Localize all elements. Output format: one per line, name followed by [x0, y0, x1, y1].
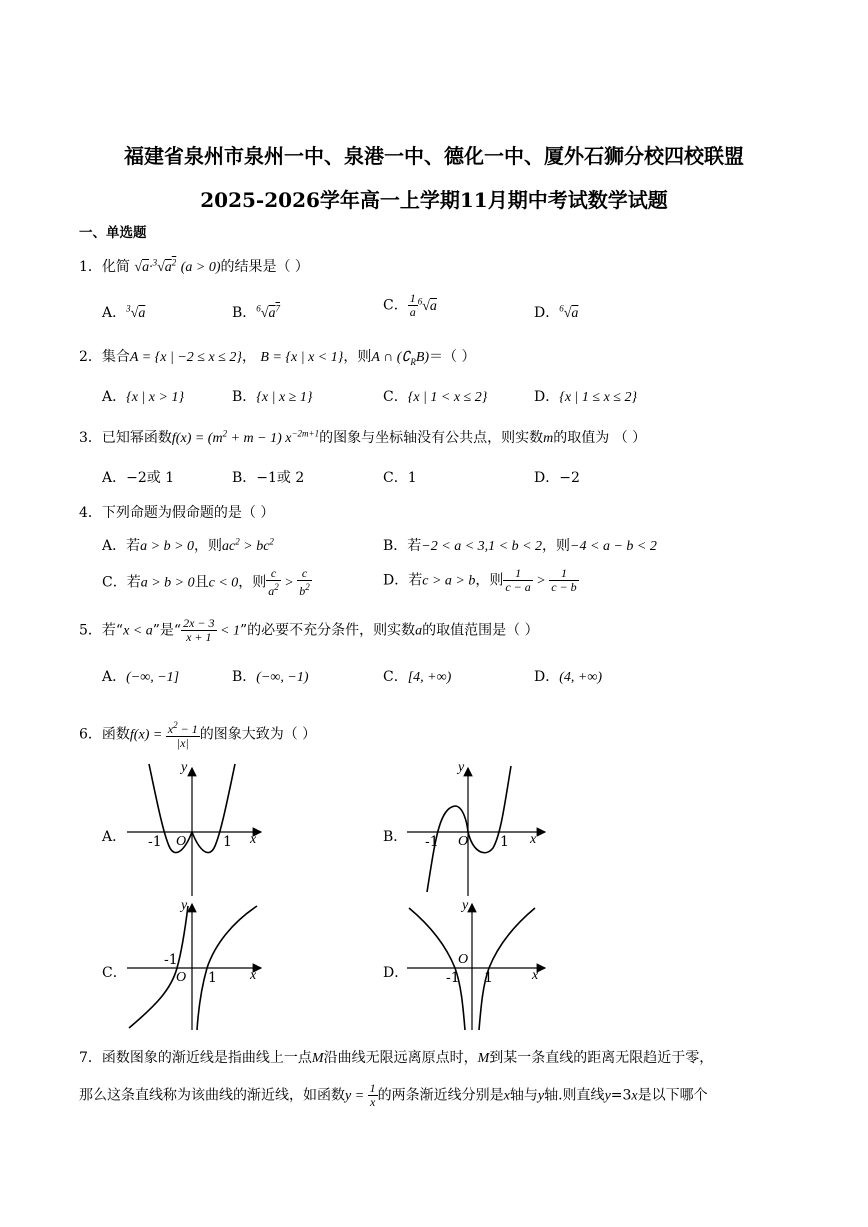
q1-option-b: B．$^6√a^7$: [232, 303, 280, 321]
q6-graph-c: [125, 900, 265, 1032]
q1-option-d: D．$^6$√a: [534, 303, 579, 321]
question-4: 4．下列命题为假命题的是（ ）: [79, 505, 275, 521]
q4-option-d: D．若c > a > b，则 $\frac{1}{c - a}$ > $\frac{1}{c - b}$: [383, 566, 577, 594]
q3-option-c: C．1: [383, 470, 417, 486]
question-5: 5．若“x < a”是“ $\frac{2x - 3}{x + 1}$ < 1”的必要不充分条件，则实数a的取值范围是（ ）: [79, 616, 539, 644]
q4-option-a: A．若a > b > 0，则$ac^2 > bc^2$: [102, 536, 274, 554]
q6-a-origin: O: [176, 834, 187, 849]
q6-c-x-label: x: [250, 968, 257, 983]
q5-option-d: D．(4, +∞): [534, 669, 602, 685]
q6-d-y-label: y: [462, 898, 469, 913]
q6-a-neg-one: -1: [148, 834, 162, 850]
q6-graph-a: [125, 762, 265, 898]
q2-option-c: C．{x | 1 < x ≤ 2}: [383, 389, 488, 405]
q2-option-b: B．{x | x ≥ 1}: [232, 389, 313, 405]
question-2: 2．集合A = {x | −2 ≤ x ≤ 2}， B = {x | x < 1}，则A ∩ $(∁_RB)=$（ ）: [79, 349, 476, 367]
q6-d-x-label: x: [532, 968, 539, 983]
q5-option-c: C．[4, +∞): [383, 669, 452, 685]
q6-b-one: 1: [500, 834, 509, 850]
q3-option-a: A．−2或 1: [102, 470, 175, 486]
question-7-line-1: 7．函数图象的渐近线是指曲线上一点M沿曲线无限远离原点时，M到某一条直线的距离无限趋近于零，: [79, 1050, 714, 1066]
q6-a-one: 1: [223, 834, 232, 850]
q3-option-b: B．−1或 2: [232, 470, 305, 486]
q6-c-y-label: y: [181, 898, 188, 913]
q6-b-x-label: x: [530, 832, 537, 847]
q6-b-neg-one: -1: [425, 834, 439, 850]
q6-d-neg-one: -1: [446, 970, 460, 986]
q3-option-d: D．−2: [534, 470, 580, 486]
q6-a-y-label: y: [181, 760, 188, 775]
q6-c-origin: O: [176, 970, 187, 985]
q6-c-neg-one: -1: [164, 952, 178, 968]
question-3: 3．已知幂函数$f(x) = (m^2 + m - 1)$ $x^{-2m+1}$的图象与坐标轴没有公共点，则实数m的取值为 （ ）: [79, 428, 647, 446]
q6-graph-d: [405, 900, 550, 1032]
q6-graph-b: [405, 762, 550, 898]
question-7-line-2: 那么这条直线称为该曲线的渐近线，如函数y = $\frac{1}{x}$ 的两条渐近线分别是x轴与y轴.则直线y=3x是以下哪个: [79, 1081, 708, 1109]
q2-option-d: D．{x | 1 ≤ x ≤ 2}: [534, 389, 638, 405]
q2-option-a: A．{x | x > 1}: [102, 389, 185, 405]
title-line-2: 2025-2026学年高一上学期11月期中考试数学试题: [200, 188, 668, 212]
q4-option-b: B．若−2 < a < 3,1 < b < 2，则−4 < a − b < 2: [383, 538, 657, 554]
q6-option-a-label: A．: [102, 829, 127, 845]
q6-d-origin: O: [458, 952, 469, 967]
q1-prefix: 1．化简: [79, 259, 130, 275]
q1-option-c: C． $\frac{1}{a}$ $^6$√a: [383, 291, 437, 319]
q1-option-a: A．$^3$√a: [102, 303, 146, 321]
question-1: 1．化简 $√a\cdot^3√a^2$ (a > 0)的结果是（ ）: [79, 257, 309, 275]
q6-d-one: 1: [484, 970, 493, 986]
q5-option-b: B．(−∞, −1): [232, 669, 309, 685]
question-6: 6．函数f(x) = $\frac{x^2 - 1}{|x|}$ 的图象大致为（ ）: [79, 720, 317, 750]
q6-b-origin: O: [458, 834, 469, 849]
q6-option-d-label: D．: [383, 965, 409, 981]
title-line-1: 福建省泉州市泉州一中、泉港一中、德化一中、厦外石狮分校四校联盟: [124, 144, 744, 168]
q6-a-x-label: x: [250, 832, 257, 847]
q6-option-b-label: B．: [383, 829, 408, 845]
section-heading: 一、单选题: [79, 225, 147, 241]
q6-option-c-label: C．: [102, 965, 127, 981]
q6-c-one: 1: [208, 970, 217, 986]
q1-suffix: 的结果是（ ）: [220, 259, 309, 275]
q6-b-y-label: y: [458, 760, 465, 775]
q5-option-a: A．(−∞, −1]: [102, 669, 180, 685]
q4-option-c: C．若a > b > 0且c < 0，则 $\frac{c}{a^2}$ > $\frac{c}{b^2}$: [102, 566, 310, 598]
